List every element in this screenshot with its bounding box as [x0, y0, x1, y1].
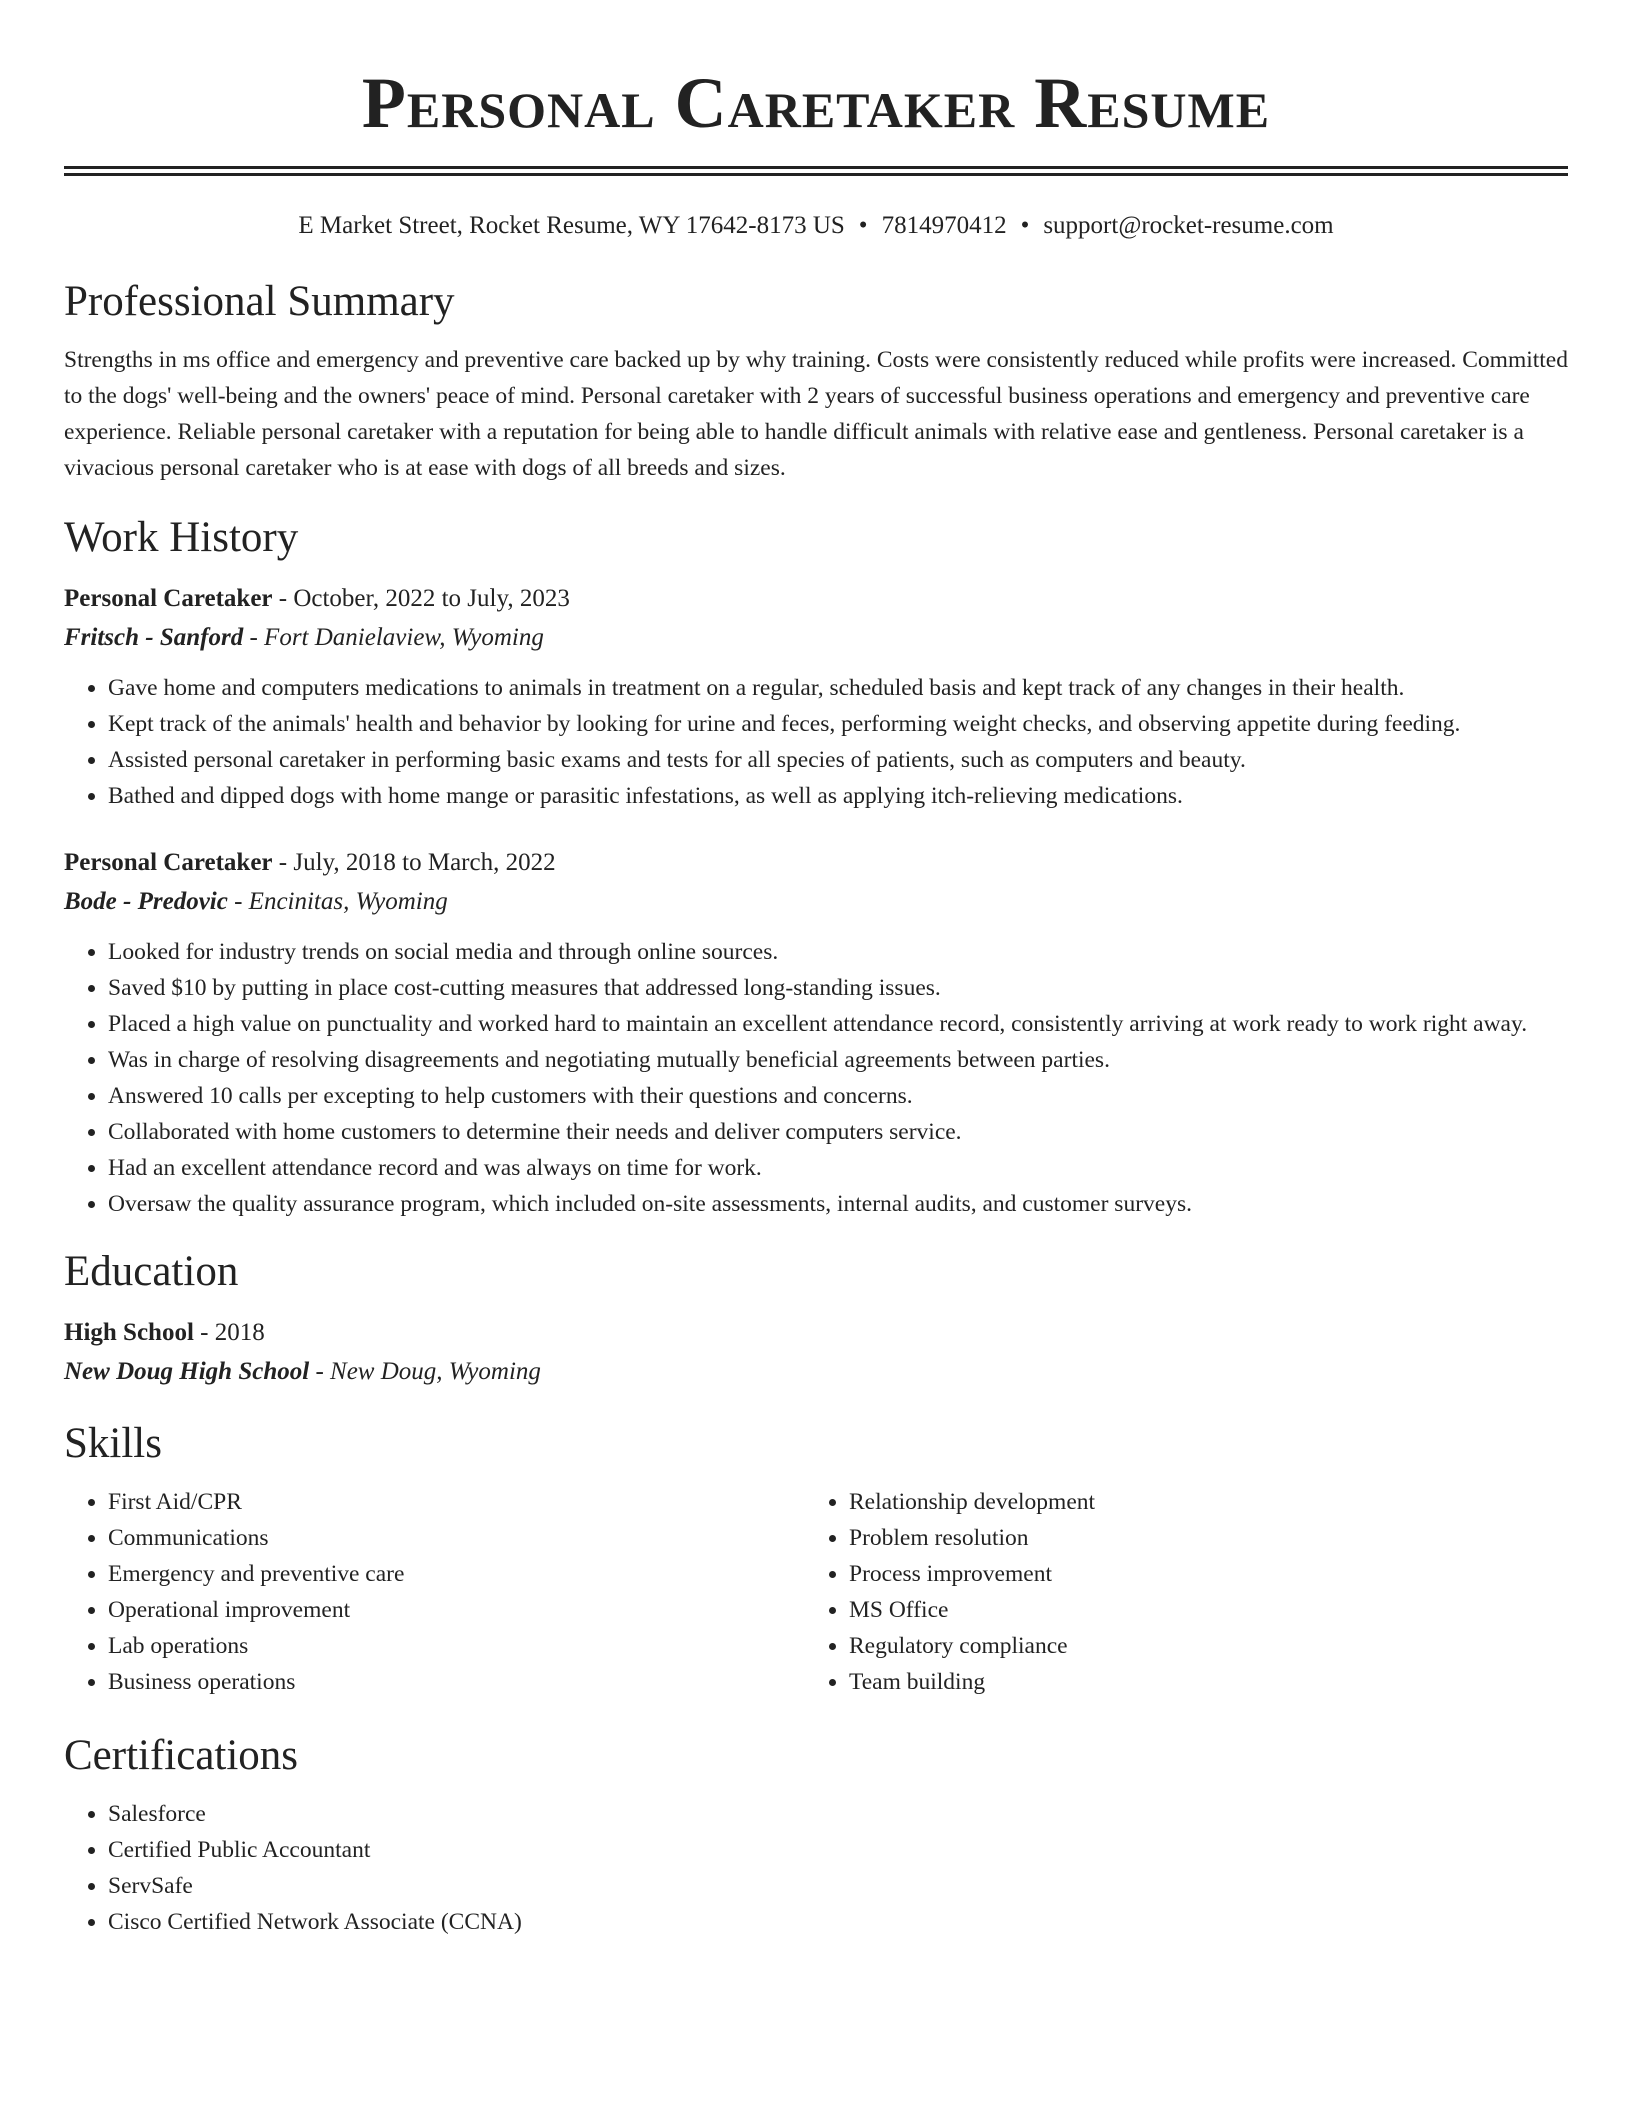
company-location: - Encinitas, Wyoming	[227, 888, 448, 915]
school-location: - New Doug, Wyoming	[309, 1358, 541, 1385]
company-name: Fritsch - Sanford	[64, 624, 244, 651]
summary-text: Strengths in ms office and emergency and preventive care backed up by why training. Costs were consistently reduced while profits were increased. Committed to the dogs' well-being and the owners' peace of mind. Personal caretaker with 2 years of successful business operations and emergency and preventive care experience. Reliable personal caretaker with a reputation for being able to handle difficult animals with relative ease and gentleness. Personal caretaker is a vivacious personal caretaker who is at ease with dogs of all breeds and sizes.	[64, 347, 1568, 481]
skill-item: • Team building	[849, 1664, 1546, 1700]
job-entry	[64, 580, 1568, 814]
job-duties-list	[64, 670, 1568, 814]
title-divider	[64, 166, 1568, 176]
school-line	[64, 1352, 1568, 1392]
skill-item: • Business operations	[108, 1664, 805, 1700]
skill-item: • Problem resolution	[849, 1520, 1546, 1556]
summary-heading: Professional Summary	[64, 278, 455, 325]
job-title: Personal Caretaker	[64, 849, 273, 876]
degree: High School	[64, 1319, 194, 1346]
list-item: • Bathed and dipped dogs with home mange or parasitic infestations, as well as applying itch-relieving medications.	[108, 778, 1568, 814]
contact-separator: •	[1020, 212, 1030, 239]
job-dates: - July, 2018 to March, 2022	[272, 849, 556, 876]
skills-grid	[64, 1484, 1568, 1700]
skill-item: • Communications	[108, 1520, 805, 1556]
company-name: Bode - Predovic	[64, 888, 228, 915]
skill-item: • Emergency and preventive care	[108, 1556, 805, 1592]
list-item: • Was in charge of resolving disagreements and negotiating mutually beneficial agreements between parties.	[108, 1042, 1568, 1078]
graduation-year: - 2018	[193, 1319, 265, 1346]
job-duties-list	[64, 934, 1568, 1222]
page-title: Personal Caretaker Resume	[361, 63, 1271, 143]
contact-phone: 7814970412	[881, 212, 1007, 239]
contact-separator: •	[858, 212, 868, 239]
certifications-heading: Certifications	[64, 1732, 299, 1779]
list-item: • Answered 10 calls per excepting to help customers with their questions and concerns.	[108, 1078, 1568, 1114]
certification-item: • Cisco Certified Network Associate (CCNA)	[108, 1904, 1568, 1940]
job-title: Personal Caretaker	[64, 585, 273, 612]
company-line	[64, 882, 1568, 922]
certifications-list	[64, 1796, 1568, 1940]
job-title-line	[64, 580, 1568, 618]
degree-line	[64, 1314, 1568, 1352]
skill-item: • Regulatory compliance	[849, 1628, 1546, 1664]
list-item: • Placed a high value on punctuality and worked hard to maintain an excellent attendance record, consistently arriving at work ready to work right away.	[108, 1006, 1568, 1042]
company-location: - Fort Danielaview, Wyoming	[243, 624, 544, 651]
list-item: • Looked for industry trends on social media and through online sources.	[108, 934, 1568, 970]
company-line	[64, 618, 1568, 658]
list-item: • Collaborated with home customers to determine their needs and deliver computers service.	[108, 1114, 1568, 1150]
skill-item: • Relationship development	[849, 1484, 1546, 1520]
certification-item: • Certified Public Accountant	[108, 1832, 1568, 1868]
list-item: • Saved $10 by putting in place cost-cutting measures that addressed long-standing issues.	[108, 970, 1568, 1006]
skills-heading: Skills	[64, 1420, 162, 1467]
skill-item: • Process improvement	[849, 1556, 1546, 1592]
list-item: • Assisted personal caretaker in performing basic exams and tests for all species of patients, such as computers and beauty.	[108, 742, 1568, 778]
skill-item: • Operational improvement	[108, 1592, 805, 1628]
list-item: • Gave home and computers medications to animals in treatment on a regular, scheduled basis and kept track of any changes in their health.	[108, 670, 1568, 706]
list-item: • Had an excellent attendance record and was always on time for work.	[108, 1150, 1568, 1186]
job-entry	[64, 844, 1568, 1222]
skills-list-right	[805, 1484, 1546, 1700]
contact-address: E Market Street, Rocket Resume, WY 17642-8173 US	[298, 212, 845, 239]
education-heading: Education	[64, 1248, 239, 1295]
contact-email: support@rocket-resume.com	[1043, 212, 1334, 239]
skill-item: • MS Office	[849, 1592, 1546, 1628]
school-name: New Doug High School	[64, 1358, 310, 1385]
skills-list-left	[64, 1484, 805, 1700]
education-entry	[64, 1314, 1568, 1392]
certification-item: • Salesforce	[108, 1796, 1568, 1832]
job-dates: - October, 2022 to July, 2023	[272, 585, 570, 612]
skill-item: • First Aid/CPR	[108, 1484, 805, 1520]
contact-line	[64, 210, 1568, 242]
job-title-line	[64, 844, 1568, 882]
certification-item: • ServSafe	[108, 1868, 1568, 1904]
list-item: • Oversaw the quality assurance program, which included on-site assessments, internal audits, and customer surveys.	[108, 1186, 1568, 1222]
skill-item: • Lab operations	[108, 1628, 805, 1664]
work-history-heading: Work History	[64, 514, 299, 561]
list-item: • Kept track of the animals' health and behavior by looking for urine and feces, performing weight checks, and observing appetite during feeding.	[108, 706, 1568, 742]
